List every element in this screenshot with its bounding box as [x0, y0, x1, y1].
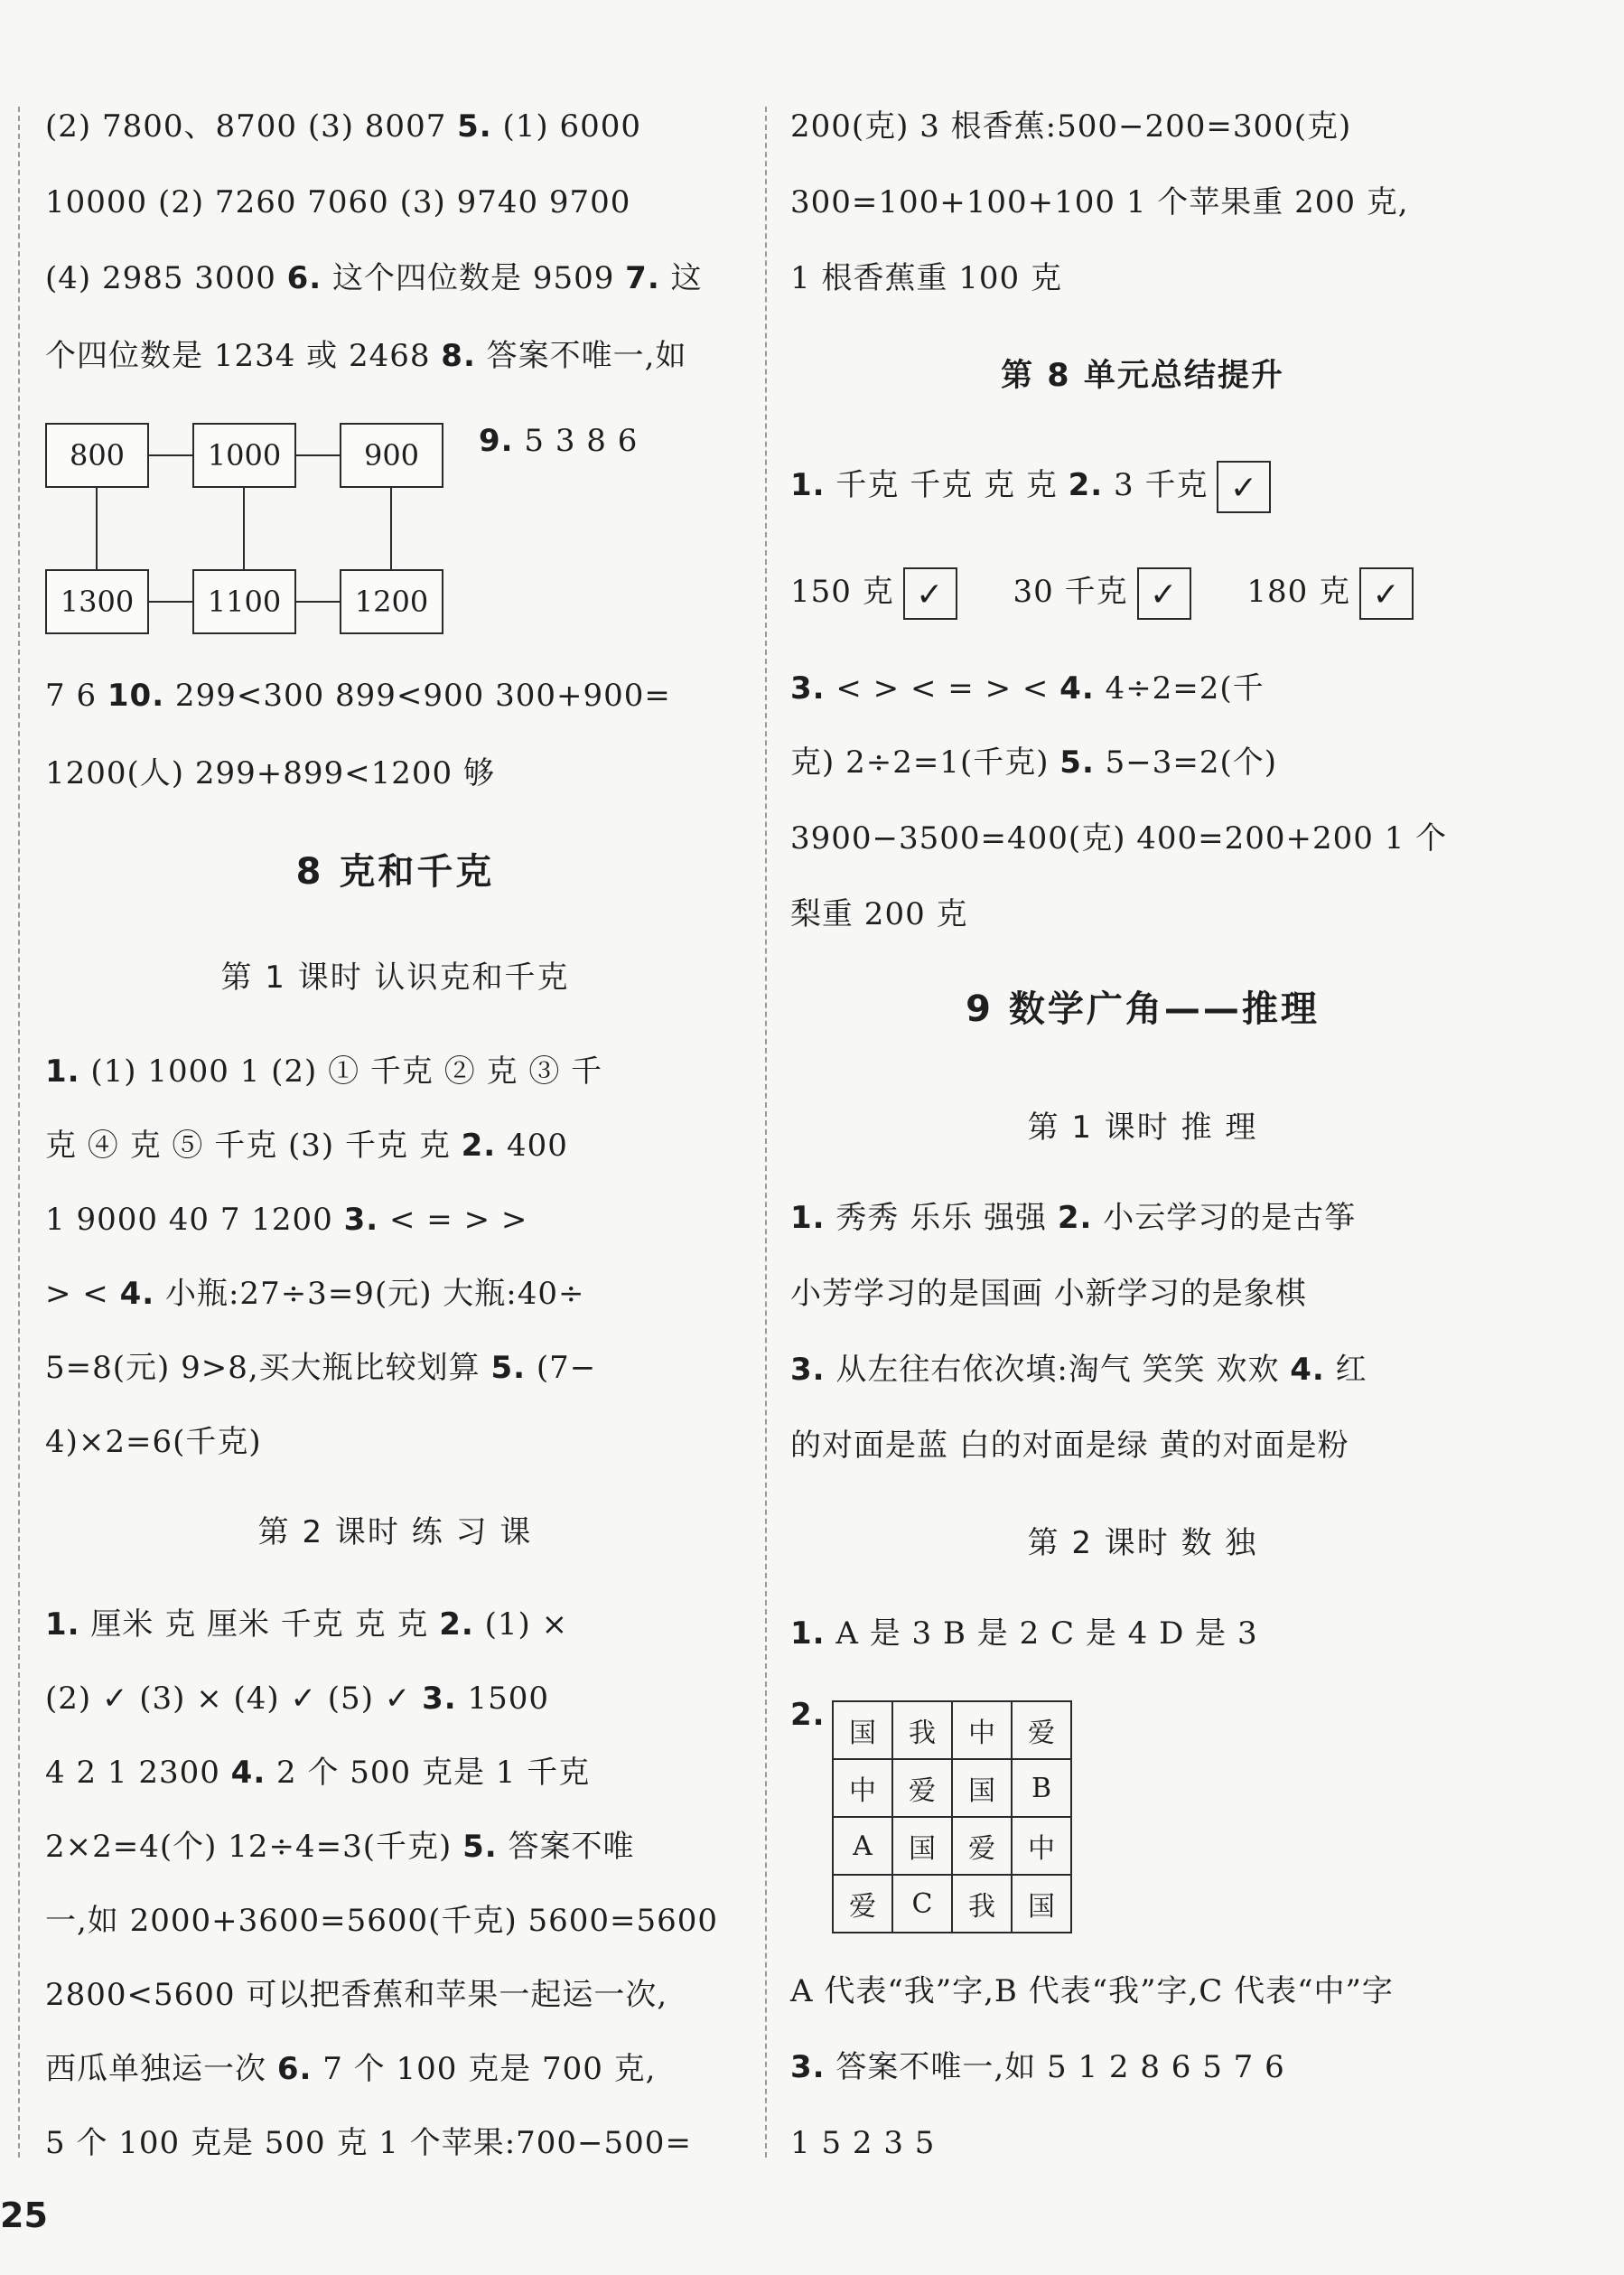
sudoku-row — [833, 1875, 1071, 1933]
sudoku-cell: 国 — [952, 1759, 1012, 1817]
answer-text: 红 — [1324, 1352, 1367, 1388]
question-number: 4. — [230, 1755, 266, 1791]
number-box: 1300 — [45, 569, 149, 634]
connector-line — [296, 454, 340, 456]
question-number: 6. — [286, 260, 322, 296]
question-number: 7. — [625, 260, 660, 296]
question-number: 2. — [439, 1606, 474, 1643]
connector-line — [296, 601, 340, 603]
question-number: 3. — [790, 670, 826, 707]
answer-line — [45, 1274, 584, 1314]
answer-text: > < — [45, 1276, 120, 1312]
sudoku-cell: 爱 — [892, 1759, 952, 1817]
answer-text: (2) 7800、8700 (3) 8007 — [45, 108, 458, 145]
answer-text: 5−3=2(个) — [1094, 744, 1278, 781]
answer-text: 厘米 克 厘米 千克 克 克 — [79, 1606, 440, 1643]
sudoku-cell: C — [892, 1875, 952, 1933]
question-number: 4. — [1290, 1352, 1325, 1388]
answer-line — [790, 1350, 1367, 1390]
check-label: 180 克 — [1246, 574, 1351, 610]
answer-line — [790, 894, 968, 934]
sudoku-cell: 国 — [1012, 1875, 1071, 1933]
answer-line — [45, 2123, 692, 2163]
answer-text: 答案不唯一,如 — [475, 338, 687, 374]
question-number: 3. — [343, 1202, 379, 1238]
check-label: 30 千克 — [1013, 574, 1128, 610]
answer-text: 1500 — [456, 1681, 549, 1717]
unit-title: 8 克和千克 — [295, 851, 495, 893]
answer-line — [45, 1679, 549, 1718]
answer-text: 2 个 500 克是 1 千克 — [266, 1755, 591, 1791]
answer-text: 2×2=4(个) 12÷4=3(千克) — [45, 1829, 463, 1865]
answer-text: 的对面是蓝 白的对面是绿 黄的对面是粉 — [790, 1428, 1349, 1464]
sudoku-cell: A — [833, 1817, 892, 1875]
answer-text: 5 个 100 克是 500 克 1 个苹果:700−500= — [45, 2125, 692, 2161]
answer-text: 个四位数是 1234 或 2468 — [45, 338, 442, 374]
answer-line — [790, 1614, 1258, 1653]
question-number: 2. — [461, 1128, 497, 1164]
question-number: 8. — [441, 338, 476, 374]
check-answer-row — [790, 567, 1414, 620]
answer-text: 300=100+100+100 1 个苹果重 200 克, — [790, 184, 1409, 220]
answer-text: 7 6 — [45, 678, 107, 714]
answer-text: A 代表“我”字,B 代表“我”字,C 代表“中”字 — [790, 1973, 1394, 2009]
answer-text: 1 5 2 3 5 — [790, 2125, 936, 2161]
section-title: 第 8 单元总结提升 — [1001, 358, 1284, 394]
answer-line — [45, 107, 641, 146]
answer-line — [45, 1348, 596, 1388]
sudoku-row — [833, 1701, 1071, 1759]
column-divider-rule — [765, 107, 767, 2158]
answer-text: 3900−3500=400(克) 400=200+200 1 个 — [790, 820, 1448, 857]
question-number: 1. — [790, 1200, 826, 1236]
answer-text: < > < = > < — [825, 670, 1060, 707]
answer-line — [790, 258, 1062, 298]
connector-line — [96, 488, 98, 569]
answer-text: 从左往右依次填:淘气 笑笑 欢欢 — [825, 1352, 1291, 1388]
question-number: 3. — [790, 2049, 826, 2085]
answer-line — [45, 1422, 262, 1462]
answer-text: 答案不唯一,如 5 1 2 8 6 5 7 6 — [825, 2049, 1285, 2085]
answer-text: 克) 2÷2=1(千克) — [790, 744, 1060, 781]
answer-line — [45, 258, 703, 298]
answer-line — [790, 2047, 1285, 2087]
answer-text: 299<300 899<900 300+900= — [164, 678, 671, 714]
answer-text: (1) × — [473, 1606, 569, 1643]
answer-text: 200(克) 3 根香蕉:500−200=300(克) — [790, 108, 1352, 145]
answer-line — [790, 819, 1447, 858]
question-number: 1. — [45, 1606, 80, 1643]
answer-line — [790, 1971, 1394, 2011]
answer-line — [45, 2049, 656, 2089]
answer-text: 小瓶:27÷3=9(元) 大瓶:40÷ — [154, 1276, 585, 1312]
answer-line — [45, 1605, 568, 1644]
answer-line — [45, 1901, 718, 1941]
question-number: 1. — [790, 467, 826, 503]
answer-text: 400 — [496, 1128, 568, 1164]
answer-text: 5=8(元) 9>8,买大瓶比较划算 — [45, 1350, 491, 1386]
sudoku-cell: 我 — [952, 1875, 1012, 1933]
answer-text: A 是 3 B 是 2 C 是 4 D 是 3 — [825, 1615, 1258, 1652]
summary-q1-text — [790, 467, 1208, 503]
answer-line — [479, 421, 638, 461]
question-number: 6. — [276, 2051, 313, 2087]
question-number: 5. — [457, 108, 492, 145]
answer-line — [45, 183, 630, 222]
number-box: 800 — [45, 423, 149, 488]
answer-line — [790, 669, 1265, 708]
answer-line — [45, 1200, 527, 1240]
answer-line — [45, 1052, 602, 1091]
sudoku-cell: B — [1012, 1759, 1071, 1817]
answer-line — [790, 183, 1409, 222]
number-box: 1100 — [192, 569, 296, 634]
answer-line — [790, 743, 1277, 782]
question-label: 2. — [790, 1697, 826, 1733]
sudoku-cell: 国 — [833, 1701, 892, 1759]
lesson-title: 第 2 课时 数 独 — [1027, 1525, 1258, 1561]
answer-line — [790, 1426, 1349, 1465]
answer-line — [790, 107, 1351, 146]
answer-text: 这个四位数是 9509 — [322, 260, 626, 296]
sudoku-cell: 爱 — [833, 1875, 892, 1933]
sudoku-cell: 中 — [833, 1759, 892, 1817]
answer-line — [790, 2123, 935, 2163]
answer-text: 4 2 1 2300 — [45, 1755, 231, 1791]
answer-line — [45, 1975, 667, 2015]
question-number: 2. — [1068, 467, 1104, 503]
answer-text: 小云学习的是古筝 — [1092, 1200, 1357, 1236]
answer-line — [45, 1827, 634, 1867]
lesson-title: 第 1 课时 推 理 — [1027, 1109, 1258, 1146]
answer-text: 小芳学习的是国画 小新学习的是象棋 — [790, 1276, 1307, 1312]
question-number: 3. — [790, 1352, 826, 1388]
unit-title: 9 数学广角——推理 — [966, 988, 1320, 1030]
sudoku-cell: 爱 — [1012, 1701, 1071, 1759]
number-box: 1000 — [192, 423, 296, 488]
question-number: 1. — [790, 1615, 826, 1652]
sudoku-cell: 国 — [892, 1817, 952, 1875]
answer-text: (4) 2985 3000 — [45, 260, 287, 296]
answer-text: (7− — [526, 1350, 597, 1386]
connector-line — [243, 488, 245, 569]
question-number: 5. — [490, 1350, 527, 1386]
question-number: 9. — [479, 423, 514, 459]
sudoku-row — [833, 1817, 1071, 1875]
sudoku-grid — [832, 1700, 1072, 1933]
answer-text: 答案不唯 — [497, 1829, 635, 1865]
question-number: 10. — [107, 678, 165, 714]
checkmark-box: ✓ — [1137, 567, 1191, 620]
answer-line — [45, 1753, 590, 1793]
answer-text: 1 根香蕉重 100 克 — [790, 260, 1062, 296]
question-number: 2. — [1057, 1200, 1093, 1236]
checkmark-box: ✓ — [1359, 567, 1414, 620]
answer-text: (1) 1000 1 (2) ① 千克 ② 克 ③ 千 — [79, 1053, 603, 1090]
question-number: 5. — [462, 1829, 498, 1865]
connector-line — [390, 488, 392, 569]
answer-text: 10000 (2) 7260 7060 (3) 9740 9700 — [45, 184, 631, 220]
answer-text: 1200(人) 299+899<1200 够 — [45, 755, 495, 791]
answer-line — [45, 1126, 568, 1166]
answer-text: 这 — [659, 260, 703, 296]
answer-line — [790, 1274, 1307, 1314]
answer-text: < = > > — [378, 1202, 528, 1238]
answer-text: 1 9000 40 7 1200 — [45, 1202, 344, 1238]
sudoku-cell: 中 — [952, 1701, 1012, 1759]
answer-text: 一,如 2000+3600=5600(千克) 5600=5600 — [45, 1903, 719, 1939]
answer-text: (2) ✓ (3) × (4) ✓ (5) ✓ — [45, 1681, 423, 1717]
answer-text: 千克 千克 克 克 — [825, 467, 1069, 503]
question-number: 5. — [1059, 744, 1095, 781]
answer-line — [45, 676, 671, 716]
answer-line — [790, 461, 1271, 513]
checkmark-box: ✓ — [903, 567, 957, 620]
answer-text: 2800<5600 可以把香蕉和苹果一起运一次, — [45, 1977, 668, 2013]
sudoku-row — [833, 1759, 1071, 1817]
left-margin-rule — [18, 107, 20, 2158]
answer-line — [45, 336, 687, 376]
number-box: 900 — [340, 423, 443, 488]
sudoku-cell: 爱 — [952, 1817, 1012, 1875]
answer-line — [790, 1198, 1356, 1238]
lesson-title: 第 2 课时 练 习 课 — [257, 1514, 533, 1550]
checkmark-box: ✓ — [1217, 461, 1271, 513]
number-box: 1200 — [340, 569, 443, 634]
connector-line — [149, 601, 192, 603]
lesson-title: 第 1 课时 认识克和千克 — [220, 960, 570, 996]
page-number: 25 — [0, 2195, 48, 2235]
answer-text: 克 ④ 克 ⑤ 千克 (3) 千克 克 — [45, 1128, 462, 1164]
connector-line — [149, 454, 192, 456]
answer-text: 3 千克 — [1103, 467, 1209, 503]
answer-text: 西瓜单独运一次 — [45, 2051, 277, 2087]
check-label: 150 克 — [790, 574, 894, 610]
answer-text: 4)×2=6(千克) — [45, 1424, 262, 1460]
sudoku-cell: 中 — [1012, 1817, 1071, 1875]
answer-text: 5 3 8 6 — [513, 423, 639, 459]
question-number: 4. — [1059, 670, 1095, 707]
answer-line — [45, 754, 495, 793]
sudoku-cell: 我 — [892, 1701, 952, 1759]
answer-text: 7 个 100 克是 700 克, — [312, 2051, 657, 2087]
answer-text: (1) 6000 — [491, 108, 642, 145]
answer-text: 4÷2=2(千 — [1094, 670, 1265, 707]
answer-text: 秀秀 乐乐 强强 — [825, 1200, 1058, 1236]
question-number: 1. — [45, 1053, 80, 1090]
question-number: 4. — [119, 1276, 155, 1312]
answer-text: 梨重 200 克 — [790, 896, 968, 932]
question-number: 3. — [422, 1681, 457, 1717]
